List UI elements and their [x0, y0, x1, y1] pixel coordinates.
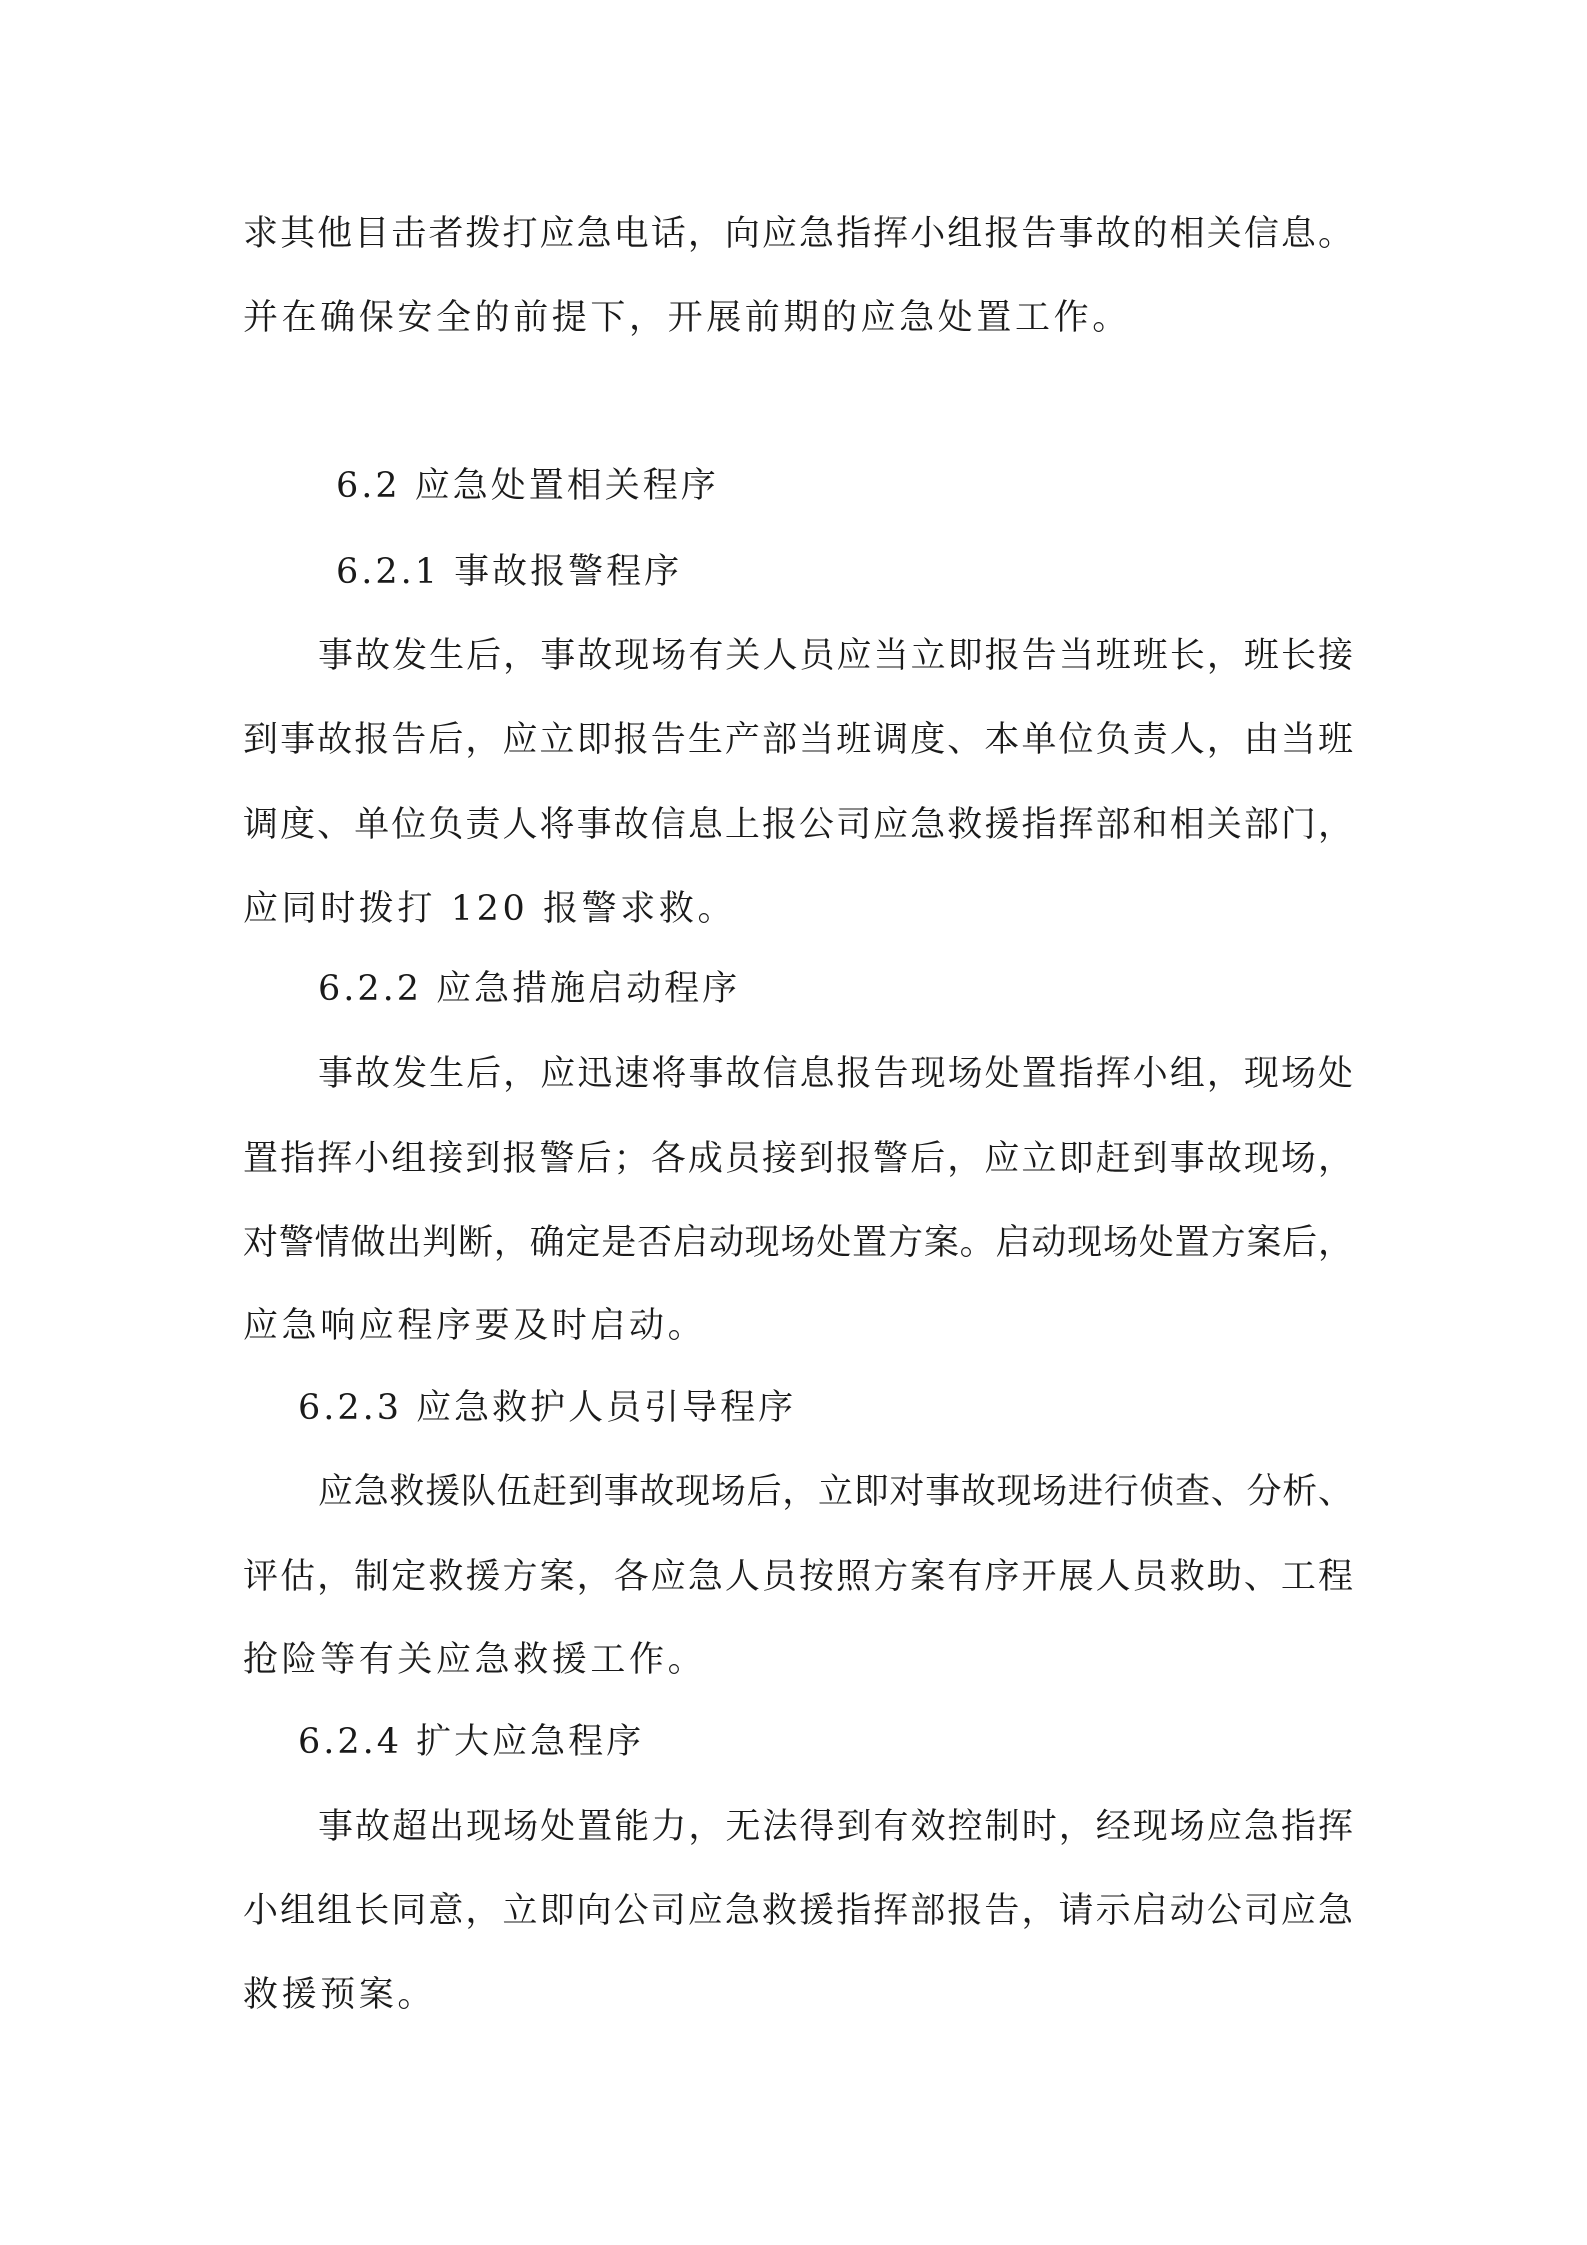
paragraph-line: 对警情做出判断，确定是否启动现场处置方案。启动现场处置方案后，	[243, 1223, 1353, 1263]
paragraph-line: 事故发生后，应迅速将事故信息报告现场处置指挥小组，现场处	[318, 1054, 1353, 1094]
section-heading-6-2-3: 6.2.3 应急救护人员引导程序	[298, 1388, 797, 1428]
paragraph-line: 应急救援队伍赶到事故现场后，立即对事故现场进行侦查、分析、	[318, 1472, 1353, 1512]
paragraph-line: 事故发生后，事故现场有关人员应当立即报告当班班长，班长接	[318, 636, 1353, 676]
paragraph-line: 求其他目击者拨打应急电话，向应急指挥小组报告事故的相关信息。	[243, 214, 1353, 254]
paragraph-line: 置指挥小组接到报警后；各成员接到报警后，应立即赶到事故现场，	[243, 1139, 1353, 1179]
paragraph-line: 应同时拨打 120 报警求救。	[243, 889, 737, 929]
paragraph-line: 小组组长同意，立即向公司应急救援指挥部报告，请示启动公司应急	[243, 1891, 1353, 1931]
paragraph-line: 应急响应程序要及时启动。	[243, 1306, 707, 1346]
section-heading-6-2-2: 6.2.2 应急措施启动程序	[318, 969, 741, 1009]
paragraph-line: 事故超出现场处置能力，无法得到有效控制时，经现场应急指挥	[318, 1807, 1353, 1847]
paragraph-line: 评估，制定救援方案，各应急人员按照方案有序开展人员救助、工程	[243, 1557, 1353, 1597]
paragraph-line: 抢险等有关应急救援工作。	[243, 1640, 707, 1680]
paragraph-line: 救援预案。	[243, 1975, 437, 2015]
paragraph-line: 到事故报告后，应立即报告生产部当班调度、本单位负责人，由当班	[243, 720, 1353, 760]
section-heading-6-2-4: 6.2.4 扩大应急程序	[298, 1722, 645, 1762]
paragraph-line: 调度、单位负责人将事故信息上报公司应急救援指挥部和相关部门，	[243, 805, 1353, 845]
section-heading-6-2: 6.2 应急处置相关程序	[336, 466, 719, 506]
paragraph-line: 并在确保安全的前提下，开展前期的应急处置工作。	[243, 298, 1131, 338]
section-heading-6-2-1: 6.2.1 事故报警程序	[336, 552, 683, 592]
